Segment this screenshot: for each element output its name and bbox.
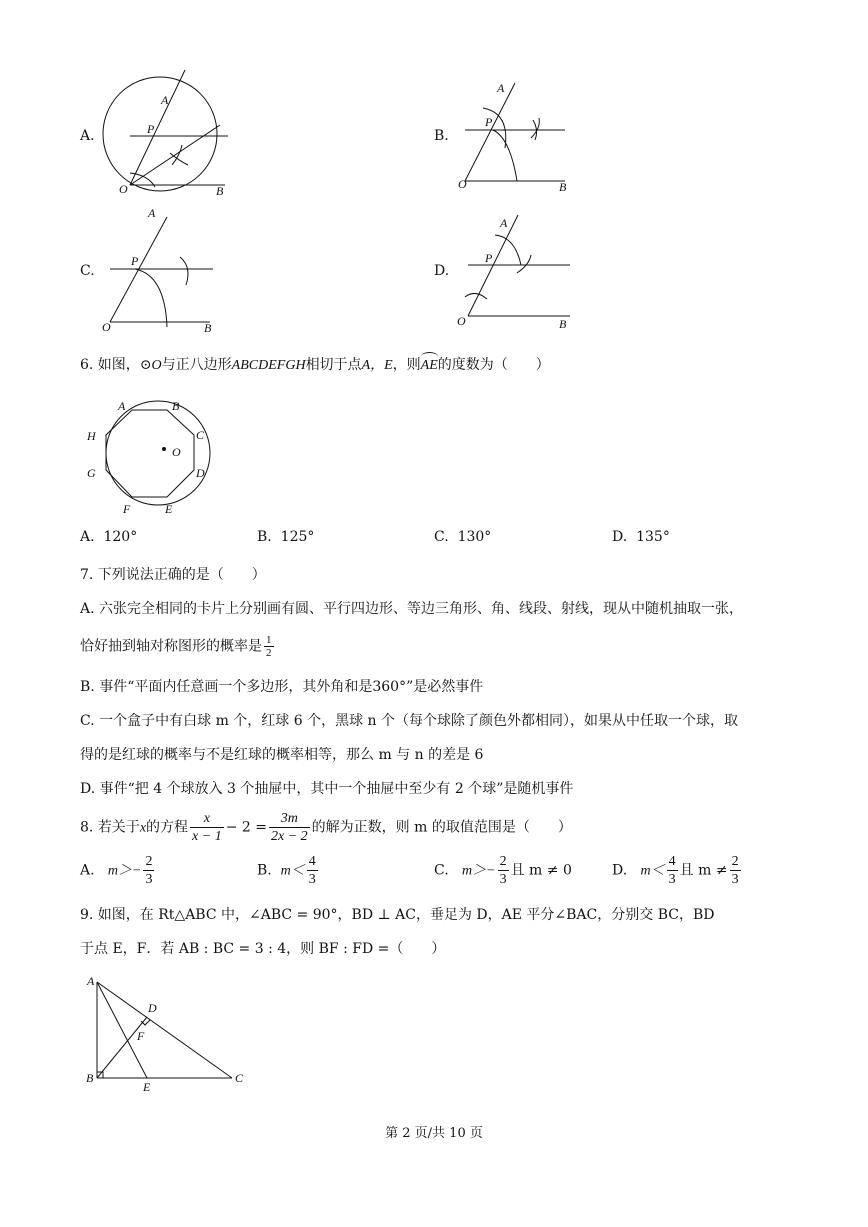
arc-ae: AE [421,352,438,376]
q5-option-c-label: C. [80,263,95,279]
q7-option-c-line2[interactable]: 得的是红球的概率与不是红球的概率相等，那么 m 与 n 的差是 6 [80,747,484,763]
q7-option-a-line2[interactable]: 恰好抽到轴对称图形的概率是 $\frac{1}{2}$ [80,634,272,659]
q6-point-o: O [172,445,181,459]
q6-point-d: D [196,466,205,480]
q5d-point-b: B [559,317,567,331]
q6-option-a[interactable]: A. 120° [80,529,138,545]
q5c-point-b: B [204,321,212,335]
q9-stem-line2: 于点 E，F．若 AB : BC = 3 : 4，则 BF : FD =（ ） [80,941,446,957]
q5-option-b-label: B. [434,128,449,144]
q5b-point-a: A [497,81,505,95]
q6-figure [82,395,222,520]
q5d-point-o: O [457,314,466,328]
q6-point-c: C [196,428,205,442]
q5a-point-p: P [147,122,155,136]
q8-stem: 8. 若关于x的方程 $\frac{x}{x - 1}$ − 2 = $\frac{3m}{2x - 2}$ 的解为正数，则 m 的取值范围是（ ） [80,811,572,844]
q6-point-a: A [118,399,126,413]
q7-fraction: $\frac{1}{2}$ [266,634,272,659]
q8-option-a[interactable]: A. m＞− $\frac{2}{3}$ [80,854,153,887]
q9-point-f: F [137,1029,145,1043]
q5-figure-d [455,205,585,335]
q9-point-b: B [86,1071,94,1085]
page-footer: 第 2 页/共 10 页 [385,1126,483,1141]
q7-stem: 7. 下列说法正确的是（ ） [80,567,266,583]
q7-option-a-line1[interactable]: A. 六张完全相同的卡片上分别画有圆、平行四边形、等边三角形、角、线段、射线，现从中随机抽取一张， [80,601,744,617]
q5b-point-o: O [458,177,467,191]
q5d-point-p: P [485,251,493,265]
q6-point-f: F [123,502,131,516]
q5c-point-a: A [148,206,156,220]
q9-point-e: E [143,1080,151,1094]
q5b-point-b: B [559,180,567,194]
q7-option-d[interactable]: D. 事件“把 4 个球放入 3 个抽屉中，其中一个抽屉中至少有 2 个球”是随机事件 [80,781,574,797]
q9-stem-line1: 9. 如图，在 Rt△ABC 中，∠ABC = 90°，BD ⊥ AC，垂足为 D，AE 平分∠BAC，分别交 BC，BD [80,907,715,923]
q8-fraction-2: $\frac{3m}{2x - 2}$ [270,811,308,844]
q5a-point-b: B [216,184,224,198]
q6-point-e: E [165,502,173,516]
q5a-point-o: O [119,182,128,196]
q9-point-a: A [87,974,95,988]
q8-option-c[interactable]: C. m＞− $\frac{2}{3}$ 且 m ≠ 0 [434,854,572,887]
q5-option-d-label: D. [434,263,450,279]
q9-figure [82,970,252,1100]
q6-option-d[interactable]: D. 135° [612,529,670,545]
q5c-point-p: P [131,254,139,268]
q8-option-d[interactable]: D. m＜ $\frac{4}{3}$ 且 m ≠ $\frac{2}{3}$ [612,854,739,887]
q7-option-c-line1[interactable]: C. 一个盒子中有白球 m 个，红球 6 个，黑球 n 个（每个球除了颜色外都相同），如果从中任取一个球，取 [80,713,739,729]
q6-point-g: G [87,466,96,480]
q8-fraction-1: $\frac{x}{x - 1}$ [192,811,222,844]
q5b-point-p: P [485,115,493,129]
q9-point-d: D [148,1001,157,1015]
q9-point-c: C [235,1071,244,1085]
q5d-point-a: A [500,216,508,230]
q5-figure-a [100,65,250,205]
q5-figure-b [455,78,585,198]
q5-option-a-label: A. [80,128,95,144]
q6-point-h: H [87,429,96,443]
q6-option-c[interactable]: C. 130° [434,529,492,545]
q5c-point-o: O [102,320,111,334]
q8-option-b[interactable]: B. m＜ $\frac{4}{3}$ [257,854,316,887]
q6-point-b: B [172,399,180,413]
q5a-point-a: A [161,93,169,107]
q6-stem: 6. 如图，⊙O与正八边形ABCDEFGH相切于点A，E，则AE的度数为（ ） [80,352,550,376]
q7-option-b[interactable]: B. 事件“平面内任意画一个多边形，其外角和是360°”是必然事件 [80,679,484,695]
q5-figure-c [100,205,230,335]
q6-option-b[interactable]: B. 125° [257,529,315,545]
